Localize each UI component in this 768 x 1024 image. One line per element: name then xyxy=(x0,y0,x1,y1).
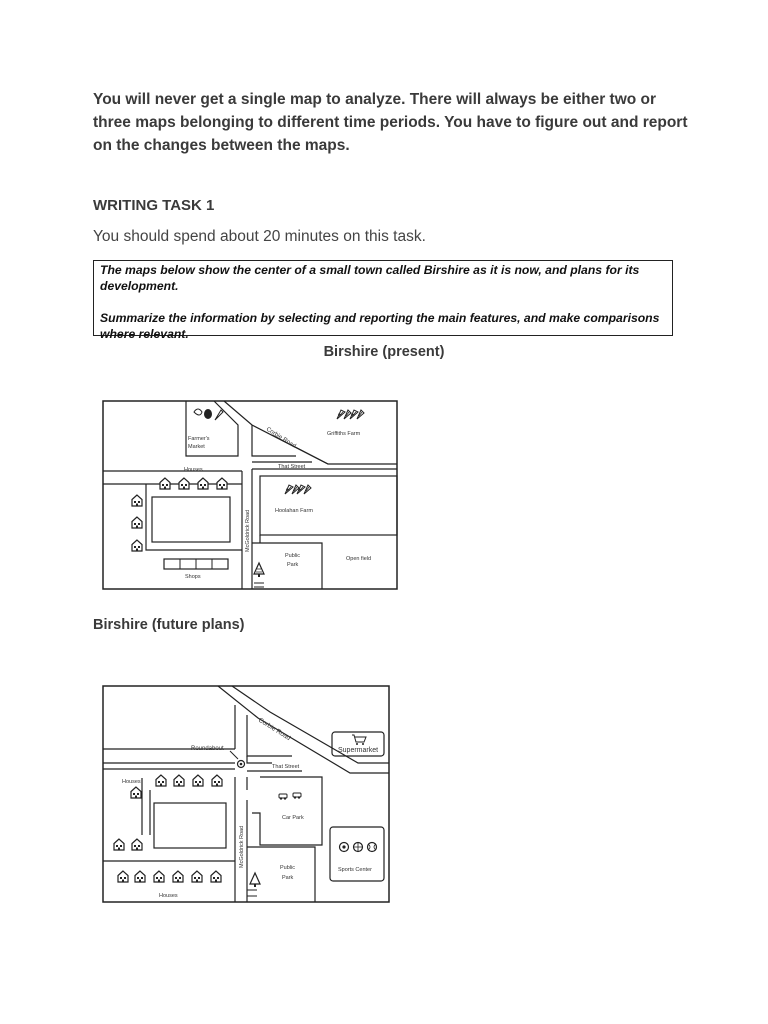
shops-label: Shops xyxy=(185,574,201,580)
task-heading: WRITING TASK 1 xyxy=(93,197,215,214)
open-field-label: Open field xyxy=(346,556,372,562)
houses-label-bottom: Houses xyxy=(159,893,178,899)
task-prompt: The maps below show the center of a small town called Birshire as it is now, and plans for its development. xyxy=(100,263,640,293)
supermarket-label: Supermarket xyxy=(338,747,379,754)
public-park-label-2: Park xyxy=(282,875,294,881)
tennis-ball-icon xyxy=(368,843,377,852)
present-map xyxy=(102,400,398,590)
hoolahan-farm-label: Hoolahan Farm xyxy=(275,508,313,514)
task-time: You should spend about 20 minutes on this task. xyxy=(93,228,426,245)
corbie-road-label: Corbie Road xyxy=(256,716,292,743)
houses-label-top: Houses xyxy=(122,779,141,785)
public-park-label-2: Park xyxy=(287,562,299,568)
vegetable-icon xyxy=(204,409,212,419)
sports-center-label: Sports Center xyxy=(338,867,372,873)
mcgoldrick-road-label: McGoldrick Road xyxy=(245,509,251,552)
that-street-label: That Street xyxy=(272,764,300,770)
soccer-ball-icon xyxy=(340,843,349,852)
roundabout-label: Roundabout xyxy=(191,746,224,752)
farmers-market-label: Farmer's xyxy=(188,436,210,442)
mcgoldrick-road-label: McGoldrick Road xyxy=(239,825,245,868)
instruction-box xyxy=(93,260,673,341)
basketball-icon xyxy=(354,843,363,852)
houses-label: Houses xyxy=(184,467,203,473)
future-map xyxy=(102,685,390,905)
corbie-road-label: Corbie Road xyxy=(264,426,297,450)
public-park-label: Public xyxy=(280,865,295,871)
griffiths-farm-label: Griffiths Farm xyxy=(327,431,361,437)
future-map-caption: Birshire (future plans) xyxy=(93,617,245,633)
farmers-market-label-2: Market xyxy=(188,444,205,450)
intro-paragraph: You will never get a single map to analyze. There will always be either two or three maps belonging to different time periods. You have to figure out and report on the changes between the maps. xyxy=(93,91,688,154)
present-map-caption: Birshire (present) xyxy=(323,344,445,360)
that-street-label: That Street xyxy=(278,464,306,470)
task-instruction: Summarize the information by selecting and reporting the main features, and make comparisons where relevant. xyxy=(100,311,660,341)
car-park-label: Car Park xyxy=(282,815,304,821)
public-park-label: Public xyxy=(285,553,300,559)
